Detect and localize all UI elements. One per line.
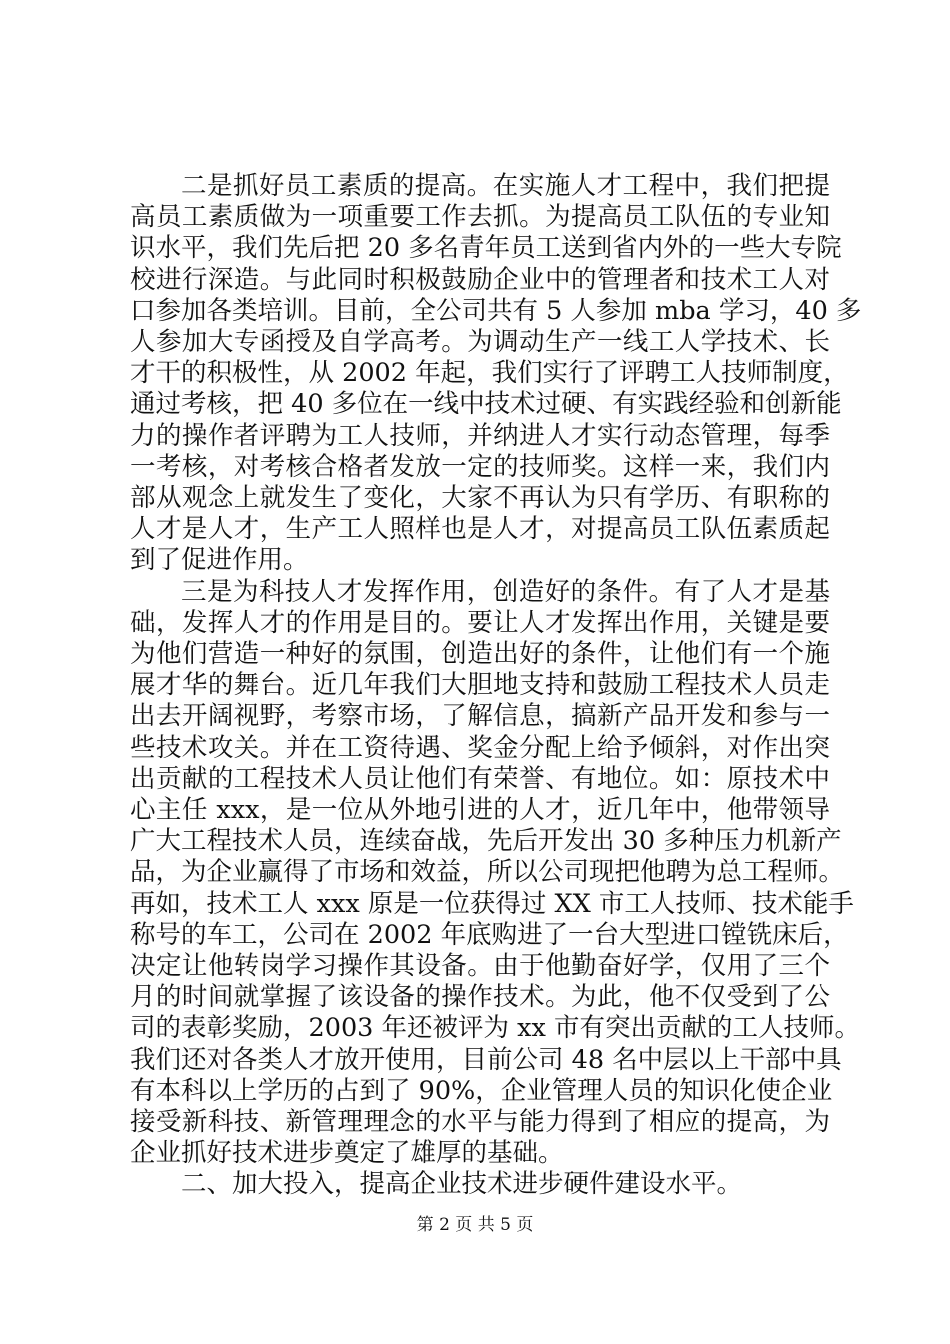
paragraph-line: 口参加各类培训。目前，全公司共有 5 人参加 mba 学习，40 多 — [130, 295, 862, 326]
paragraph-line: 三是为科技人才发挥作用，创造好的条件。有了人才是基 — [181, 576, 830, 607]
paragraph-line: 人参加大专函授及自学高考。为调动生产一线工人学技术、长 — [130, 327, 830, 357]
paragraph-line: 我们还对各类人才放开使用，目前公司 48 名中层以上干部中具 — [130, 1044, 842, 1075]
paragraph-line: 展才华的舞台。近几年我们大胆地支持和鼓励工程技术人员走 — [130, 670, 830, 701]
paragraph-line: 部从观念上就发生了变化，大家不再认为只有学历、有职称的 — [130, 483, 830, 513]
paragraph-line: 校进行深造。与此同时积极鼓励企业中的管理者和技术工人对 — [130, 264, 830, 295]
paragraph-line: 到了促进作用。 — [130, 545, 309, 576]
paragraph-line: 通过考核，把 40 多位在一线中技术过硬、有实践经验和创新能 — [130, 389, 842, 420]
paragraph-line: 识水平，我们先后把 20 多名青年员工送到省内外的一些大专院 — [130, 233, 842, 264]
paragraph-line: 司的表彰奖励，2003 年还被评为 xx 市有突出贡献的工人技师。 — [130, 1013, 860, 1044]
paragraph-line: 出去开阔视野，考察市场，了解信息，搞新产品开发和参与一 — [130, 701, 830, 732]
paragraph-line: 决定让他转岗学习操作其设备。由于他勤奋好学，仅用了三个 — [130, 951, 830, 981]
paragraph-line: 再如，技术工人 xxx 原是一位获得过 XX 市工人技师、技术能手 — [130, 888, 854, 919]
paragraph-line: 出贡献的工程技术人员让他们有荣誉、有地位。如：原技术中 — [130, 763, 830, 794]
paragraph-line: 二是抓好员工素质的提高。在实施人才工程中，我们把提 — [181, 171, 830, 201]
page-footer: 第 2 页 共 5 页 — [416, 1215, 534, 1235]
paragraph-line: 一考核，对考核合格者发放一定的技师奖。这样一来，我们内 — [130, 451, 830, 482]
paragraph-line: 品，为企业赢得了市场和效益，所以公司现把他聘为总工程师。 — [130, 857, 845, 888]
paragraph-line: 才干的积极性，从 2002 年起，我们实行了评聘工人技师制度， — [130, 358, 849, 389]
paragraph-line: 些技术攻关。并在工资待遇、奖金分配上给予倾斜，对作出突 — [130, 732, 830, 763]
paragraph-line: 接受新科技、新管理理念的水平与能力得到了相应的提高，为 — [130, 1107, 830, 1137]
section-heading: 二、加大投入，提高企业技术进步硬件建设水平。 — [181, 1169, 743, 1200]
paragraph-line: 有本科以上学历的占到了 90%，企业管理人员的知识化使企业 — [130, 1075, 833, 1106]
paragraph-line: 广大工程技术人员，连续奋战，先后开发出 30 多种压力机新产 — [130, 826, 842, 857]
paragraph-line: 心主任 xxx，是一位从外地引进的人才，近几年中，他带领导 — [130, 795, 830, 825]
paragraph-line: 月的时间就掌握了该设备的操作技术。为此，他不仅受到了公 — [130, 982, 830, 1013]
paragraph-line: 企业抓好技术进步奠定了雄厚的基础。 — [130, 1138, 564, 1169]
paragraph-line: 为他们营造一种好的氛围，创造出好的条件，让他们有一个施 — [130, 639, 830, 669]
paragraph-line: 称号的车工，公司在 2002 年底购进了一台大型进口镗铣床后， — [130, 919, 849, 950]
paragraph-line: 力的操作者评聘为工人技师，并纳进人才实行动态管理，每季 — [130, 420, 830, 451]
paragraph-line: 人才是人才，生产工人照样也是人才，对提高员工队伍素质起 — [130, 514, 830, 545]
paragraph-line: 础，发挥人才的作用是目的。要让人才发挥出作用，关键是要 — [130, 607, 830, 638]
paragraph-line: 高员工素质做为一项重要工作去抓。为提高员工队伍的专业知 — [130, 202, 830, 233]
